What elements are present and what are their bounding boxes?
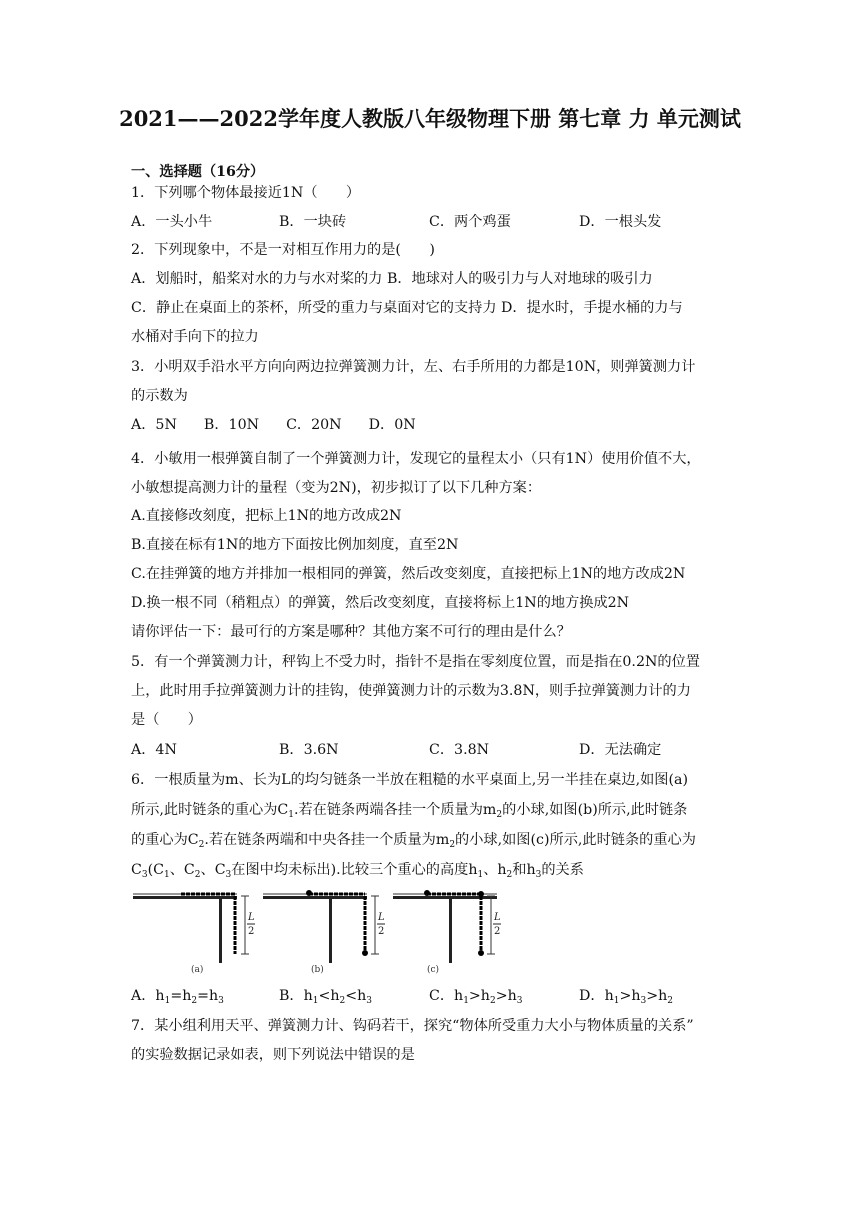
question-2-line: C．静止在桌面上的茶杯，所受的重力与桌面对它的支持力 D．提水时，手提水桶的力与	[131, 300, 683, 316]
question-5-line: 是（ ）	[131, 712, 202, 728]
q1-option-b: B．一块砖	[279, 214, 347, 230]
figure-c-length: L	[494, 912, 501, 923]
question-6-line: $C_3(C_1$、$C_2$、$C_3$在图中均未标出).比较三个重心的高度$h_1$、$h_2$和$h_3$的关系	[131, 862, 584, 880]
figure-a-length: L	[248, 912, 255, 923]
question-1-stem: 1．下列哪个物体最接近1N（ ）	[131, 185, 361, 201]
q6-option-d: D．$h_1>h_3>h_2$	[579, 988, 673, 1006]
question-4-plan-d: D.换一根不同（稍粗点）的弹簧，然后改变刻度，直接将标上1N的地方换成2N	[131, 595, 630, 611]
q1-option-c: C．两个鸡蛋	[429, 214, 511, 230]
q6-option-a: A．$h_1=h_2=h_3$	[131, 988, 224, 1006]
q5-option-a: A．4N	[131, 742, 177, 758]
question-2-stem: 2．下列现象中，不是一对相互作用力的是( )	[131, 242, 435, 258]
question-4-line: 小敏想提高测力计的量程（变为2N)，初步拟订了以下几种方案：	[131, 480, 542, 496]
question-3-line: 的示数为	[131, 388, 188, 404]
figure-a-half: 2	[248, 926, 255, 937]
question-4-plan-b: B.直接在标有1N的地方下面按比例加刻度，直至2N	[131, 537, 459, 553]
q1-option-a: A．一头小牛	[131, 214, 213, 230]
q5-option-b: B．3.6N	[279, 742, 339, 758]
q5-option-d: D．无法确定	[579, 742, 662, 758]
question-4-plan-a: A.直接修改刻度，把标上1N的地方改成2N	[131, 508, 402, 524]
question-6-line: 所示,此时链条的重心为$C_1$.若在链条两端各挂一个质量为$m_2$的小球,如图(b)所示,此时链条	[131, 802, 688, 820]
question-6-line: 的重心为$C_2$.若在链条两端和中央各挂一个质量为$m_2$的小球,如图(c)所示,此时链条的重心为	[131, 832, 696, 850]
figure-c	[393, 890, 501, 974]
q6-option-c: C．$h_1>h_2>h_3$	[429, 988, 523, 1006]
figure-b-half: 2	[378, 926, 385, 937]
question-5-line: 5．有一个弹簧测力计，秤钩上不受力时，指针不是指在零刻度位置，而是指在0.2N的位置	[131, 654, 700, 670]
question-4-plan-c: C.在挂弹簧的地方并排加一根相同的弹簧，然后改变刻度，直接把标上1N的地方改成2N	[131, 566, 686, 582]
question-4-line: 请你评估一下：最可行的方案是哪种？其他方案不可行的理由是什么？	[131, 624, 571, 640]
question-2-line: A．划船时，船桨对水的力与水对桨的力 B．地球对人的吸引力与人对地球的吸引力	[131, 271, 653, 287]
question-7-line: 的实验数据记录如表，则下列说法中错误的是	[131, 1047, 415, 1063]
figure-b-label: (b)	[311, 965, 324, 974]
question-3-options: A．5N B．10N C．20N D．0N	[131, 417, 416, 433]
figure-b-length: L	[378, 912, 385, 923]
question-2-line: 水桶对手向下的拉力	[131, 329, 259, 345]
question-3-line: 3．小明双手沿水平方向向两边拉弹簧测力计，左、右手所用的力都是10N，则弹簧测力计	[131, 359, 696, 375]
figure-c-label: (c)	[427, 965, 440, 974]
q6-option-b: B．$h_1<h_2<h_3$	[279, 988, 373, 1006]
figure-a-label: (a)	[191, 965, 204, 974]
question-5-line: 上，此时用手拉弹簧测力计的挂钩，使弹簧测力计的示数为3.8N，则手拉弹簧测力计的力	[131, 683, 691, 699]
figure-b	[263, 890, 385, 974]
q1-option-d: D．一根头发	[579, 214, 662, 230]
question-4-line: 4．小敏用一根弹簧自制了一个弹簧测力计，发现它的量程太小（只有1N）使用价值不大，	[131, 451, 701, 467]
question-6-line: 6．一根质量为m、长为L的均匀链条一半放在粗糙的水平桌面上,另一半挂在桌边,如图(a)	[131, 772, 689, 788]
figure-a	[133, 894, 255, 974]
section-heading: 一、选择题（16分）	[131, 164, 265, 180]
chain-figures	[131, 886, 511, 974]
document-title: 2021——2022学年度人教版八年级物理下册 第七章 力 单元测试	[119, 106, 741, 131]
q5-option-c: C．3.8N	[429, 742, 490, 758]
figure-c-half: 2	[494, 926, 501, 937]
question-7-line: 7．某小组利用天平、弹簧测力计、钩码若干，探究“物体所受重力大小与物体质量的关系”	[131, 1018, 694, 1034]
